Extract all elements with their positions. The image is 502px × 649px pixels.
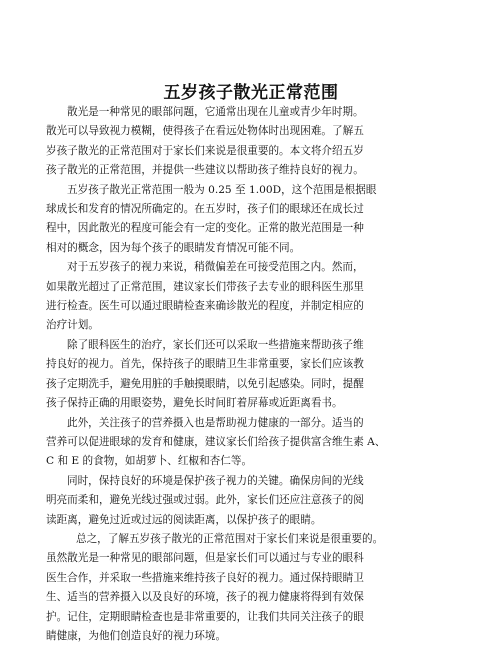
paragraph-line: 岁孩子散光的正常范围对于家长们来说是很重要的。本文将介绍五岁 xyxy=(46,144,364,157)
paragraph-2 xyxy=(46,181,442,259)
paragraph-line: 持良好的视力。首先，保持孩子的眼睛卫生非常重要，家长们应该教 xyxy=(46,358,364,371)
paragraph-line: 明亮而柔和，避免光线过强或过弱。此外，家长们还应注意孩子的阅 xyxy=(46,494,364,507)
paragraph-5 xyxy=(46,414,442,472)
paragraph-4 xyxy=(46,336,442,414)
paragraph-line: 总之，了解五岁孩子散光的正常范围对于家长们来说是很重要的。 xyxy=(76,532,384,545)
paragraph-line: 营养可以促进眼球的发育和健康，建议家长们给孩子提供富含维生素 A、 xyxy=(46,435,386,448)
document-title: 五岁孩子散光正常范围 xyxy=(163,83,339,103)
paragraph-line: 除了眼科医生的治疗，家长们还可以采取一些措施来帮助孩子维 xyxy=(67,338,364,351)
paragraph-3 xyxy=(46,258,442,336)
paragraph-line: 此外，关注孩子的营养摄入也是帮助视力健康的一部分。适当的 xyxy=(67,416,364,429)
paragraph-line: 护。记住，定期眼睛检查也是非常重要的，让我们共同关注孩子的眼 xyxy=(46,610,364,623)
paragraph-line: 孩子散光的正常范围，并提供一些建议以帮助孩子维持良好的视力。 xyxy=(46,164,364,177)
paragraph-line: 散光是一种常见的眼部问题，它通常出现在儿童或青少年时期。 xyxy=(67,106,364,118)
paragraph-1 xyxy=(46,103,442,181)
paragraph-line: 睛健康，为他们创造良好的视力环境。 xyxy=(46,629,227,642)
paragraph-line: 同时，保持良好的环境是保护孩子视力的关键。确保房间的光线 xyxy=(67,474,364,487)
paragraph-line: 如果散光超过了正常范围，建议家长们带孩子去专业的眼科医生那里 xyxy=(46,280,364,293)
paragraph-line: 五岁孩子散光正常范围一般为 0.25 至 1.00D，这个范围是根据眼 xyxy=(67,183,377,196)
paragraph-6 xyxy=(46,472,442,530)
paragraph-line: 球成长和发育的情况所确定的。在五岁时，孩子们的眼球还在成长过 xyxy=(46,203,364,216)
paragraph-line: C 和 E 的食物，如胡萝卜、红椒和杏仁等。 xyxy=(46,455,253,468)
paragraph-line: 虽然散光是一种常见的眼部问题，但是家长们可以通过与专业的眼科 xyxy=(46,552,364,565)
paragraph-line: 对于五岁孩子的视力来说，稍微偏差在可接受范围之内。然而， xyxy=(67,261,364,274)
paragraph-line: 孩子保持正确的用眼姿势，避免长时间盯着屏幕或近距离看书。 xyxy=(46,397,343,410)
paragraph-line: 生、适当的营养摄入以及良好的环境，孩子的视力健康将得到有效保 xyxy=(46,591,364,604)
paragraph-line: 读距离，避免过近或过远的阅读距离，以保护孩子的眼睛。 xyxy=(46,513,322,526)
paragraph-line: 医生合作，并采取一些措施来维持孩子良好的视力。通过保持眼睛卫 xyxy=(46,571,364,584)
paragraph-7 xyxy=(46,530,442,646)
paragraph-line: 治疗计划。 xyxy=(46,319,99,332)
paragraph-line: 程中，因此散光的程度可能会有一定的变化。正常的散光范围是一种 xyxy=(46,222,364,235)
paragraph-line: 孩子定期洗手，避免用脏的手触摸眼睛，以免引起感染。同时，提醒 xyxy=(46,377,364,390)
paragraph-line: 散光可以导致视力模糊，使得孩子在看远处物体时出现困难。了解五 xyxy=(46,125,364,138)
paragraph-line: 相对的概念，因为每个孩子的眼睛发育情况可能不同。 xyxy=(46,241,301,254)
paragraph-line: 进行检查。医生可以通过眼睛检查来确诊散光的程度，并制定相应的 xyxy=(46,300,364,313)
document-body xyxy=(46,103,442,646)
